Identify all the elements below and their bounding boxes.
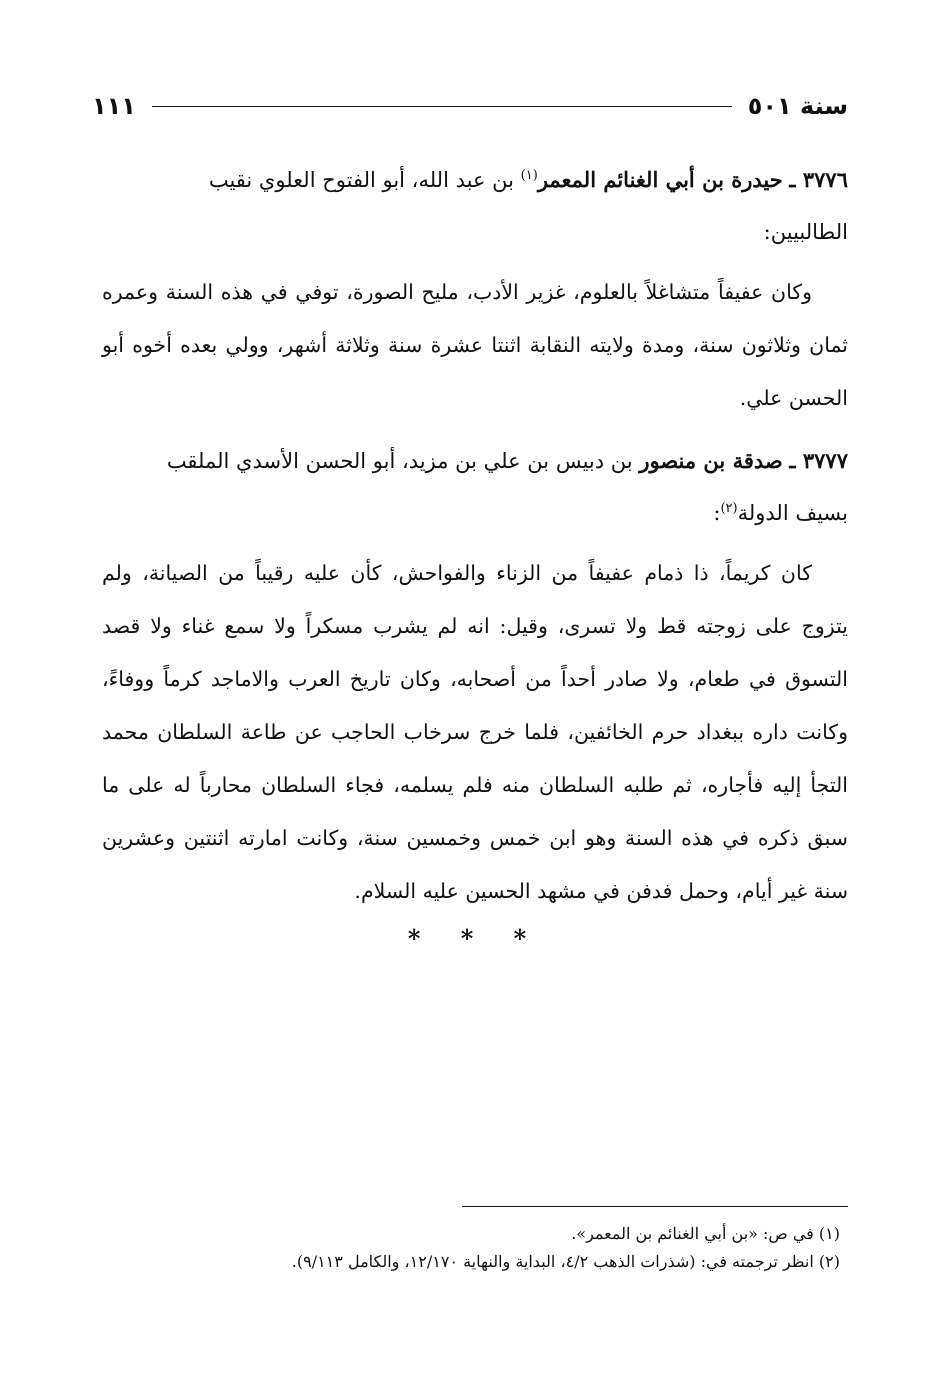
entry-paragraph-3776: وكان عفيفاً متشاغلاً بالعلوم، غزير الأدب، مليح الصورة، توفي في هذه السنة وعمره ثمان وثلاثون سنة، ومدة ولايته النقابة اثنتا عشرة سنة وثلاثة أشهر، وولي بعده أخوه أبو الحسن علي. <box>102 280 848 410</box>
header-rule <box>152 106 732 107</box>
footnote-ref-1: (١) <box>520 168 538 183</box>
entry-heading-continuation: الطالبيين: <box>763 220 848 244</box>
year-heading: سنة ٥٠١ <box>747 92 848 120</box>
entry-title-text: بسيف الدولة <box>737 501 848 525</box>
entry-heading-3776 <box>102 154 848 206</box>
section-separator: * * * <box>407 924 543 953</box>
entry-title-colon: : <box>713 501 721 525</box>
entry-heading-text: بن دبيس بن علي بن مزيد، أبو الحسن الأسدي الملقب <box>166 449 633 473</box>
entry-heading-3777 <box>102 435 848 487</box>
footnotes <box>170 1220 840 1276</box>
page-body <box>102 154 848 953</box>
running-header <box>92 86 848 126</box>
entry-heading-text: بن عبد الله، أبو الفتوح العلوي نقيب <box>208 168 514 192</box>
entry-number: ٣٧٧٦ ـ <box>789 167 848 192</box>
page-number: ١١١ <box>92 92 136 120</box>
footnote-rule <box>462 1206 848 1207</box>
entry-name: حيدرة بن أبي الغنائم المعمر <box>537 167 783 192</box>
entry-number: ٣٧٧٧ ـ <box>789 448 848 473</box>
entry-paragraph-3777: كان كريماً، ذا ذمام عفيفاً من الزناء والفواحش، كأن عليه رقيباً من الصيانة، ولم يتزوج على زوجته قط ولا تسرى، وقيل: انه لم يشرب مسكراً ولا سمع غناء ولا قصد التسوق في طعام، ولا صادر أحداً من أصحابه، وكان تاريخ العرب والاماجد كرماً ووفاءً، وكانت داره ببغداد حرم الخائفين، فلما خرج سرخاب الحاجب عن طاعة السلطان محمد التجأ إليه فأجاره، ثم طلبه السلطان منه فلم يسلمه، فجاء السلطان محارباً له على ما سبق ذكره في هذه السنة وهو ابن خمس وخمسين سنة، وكانت امارته اثنتين وعشرين سنة غير أيام، وحمل فدفن في مشهد الحسين عليه السلام. <box>102 561 848 903</box>
footnote-ref-2: (٢) <box>720 501 738 516</box>
footnote-2: (٢) انظر ترجمته في: (شذرات الذهب ٤/٢، البداية والنهاية ١٢/١٧٠، والكامل ٩/١١٣). <box>291 1252 840 1271</box>
footnote-1: (١) في ص: «بن أبي الغنائم بن المعمر». <box>571 1224 840 1243</box>
entry-name: صدقة بن منصور <box>639 448 783 473</box>
entry-heading-continuation <box>102 487 848 539</box>
